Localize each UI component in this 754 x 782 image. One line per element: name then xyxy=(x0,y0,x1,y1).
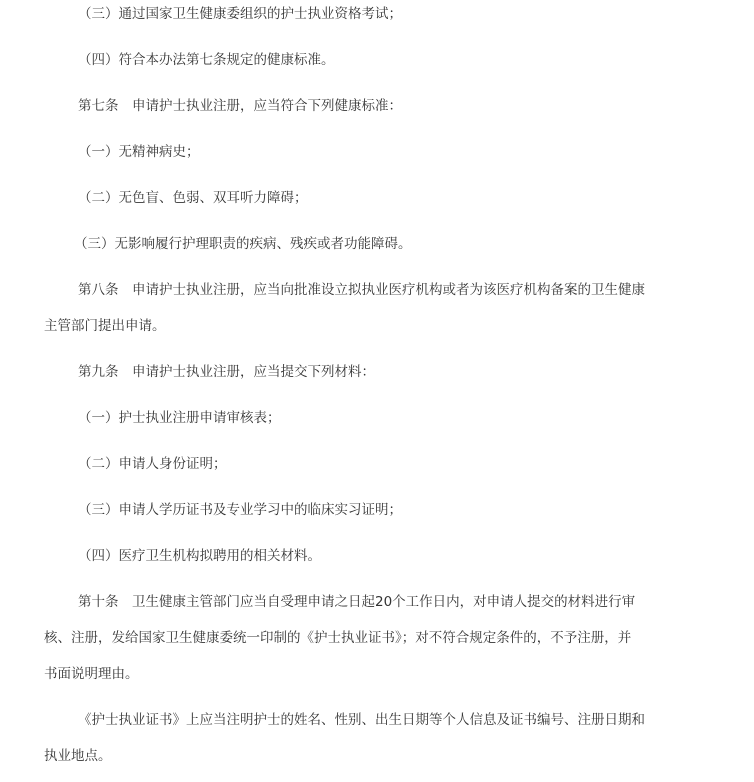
article-10-paragraph-line-1: 第十条 卫生健康主管部门应当自受理申请之日起20个工作日内，对申请人提交的材料进行审 xyxy=(78,594,636,610)
article-8-paragraph-line-2: 主管部门提出申请。 xyxy=(44,318,166,334)
article-8-paragraph-line-1: 第八条 申请护士执业注册，应当向批准设立拟执业医疗机构或者为该医疗机构备案的卫生健康 xyxy=(78,282,645,298)
article-7-item-3: （三）无影响履行护理职责的疾病、残疾或者功能障碍。 xyxy=(74,236,412,252)
clause-6-item-3: （三）通过国家卫生健康委组织的护士执业资格考试； xyxy=(78,6,402,22)
article-7-item-1: （一）无精神病史； xyxy=(78,144,200,160)
clause-6-item-4: （四）符合本办法第七条规定的健康标准。 xyxy=(78,52,335,68)
article-10-paragraph-line-2: 核、注册，发给国家卫生健康委统一印制的《护士执业证书》；对不符合规定条件的，不予注册，并 xyxy=(44,630,632,646)
article-10-paragraph-line-3: 书面说明理由。 xyxy=(44,666,139,682)
article-9-item-3: （三）申请人学历证书及专业学习中的临床实习证明； xyxy=(78,502,402,518)
article-7-item-2: （二）无色盲、色弱、双耳听力障碍； xyxy=(78,190,308,206)
certificate-paragraph-line-1: 《护士执业证书》上应当注明护士的姓名、性别、出生日期等个人信息及证书编号、注册日期和 xyxy=(78,712,645,728)
certificate-paragraph-line-2: 执业地点。 xyxy=(44,748,112,764)
article-7-heading: 第七条 申请护士执业注册，应当符合下列健康标准： xyxy=(78,98,402,114)
article-9-item-1: （一）护士执业注册申请审核表； xyxy=(78,410,281,426)
article-9-item-2: （二）申请人身份证明； xyxy=(78,456,227,472)
article-9-heading: 第九条 申请护士执业注册，应当提交下列材料： xyxy=(78,364,375,380)
article-9-item-4: （四）医疗卫生机构拟聘用的相关材料。 xyxy=(78,548,321,564)
